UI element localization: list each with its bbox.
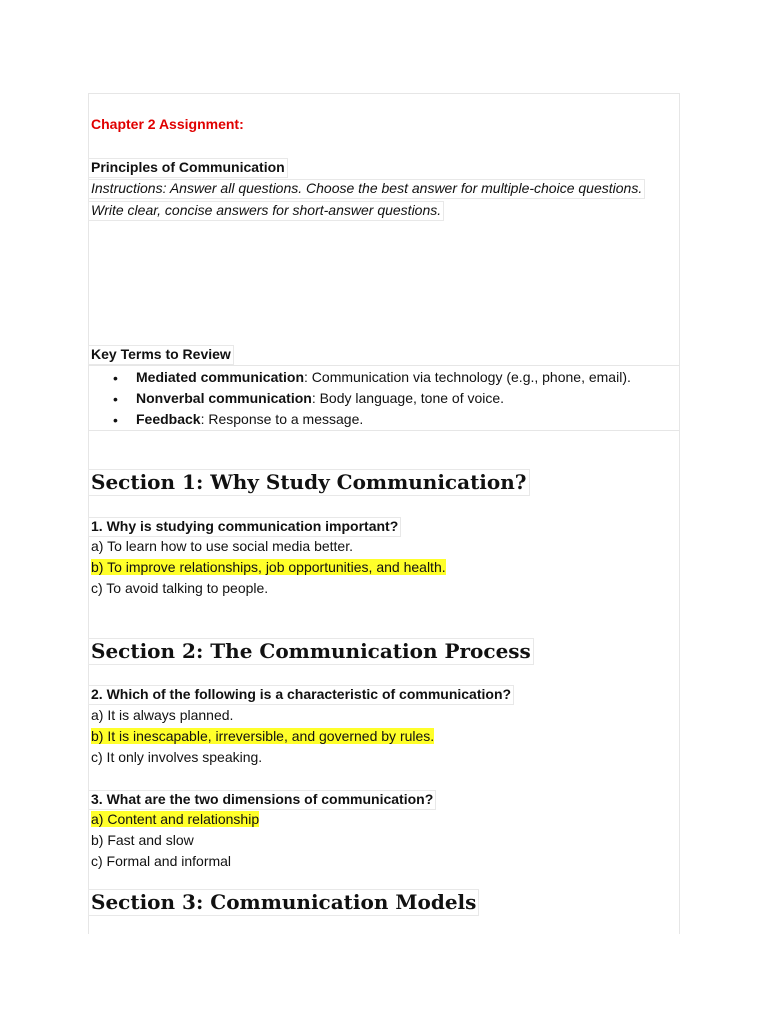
- key-term: Nonverbal communication: [136, 390, 312, 406]
- question-text: 2. Which of the following is a characteristic of communication?: [88, 685, 514, 705]
- question-text: 3. What are the two dimensions of communication?: [88, 790, 436, 810]
- key-term-definition: : Communication via technology (e.g., phone, email).: [304, 369, 631, 385]
- section-title: [91, 469, 530, 496]
- bullet-icon: •: [113, 412, 118, 428]
- instructions-line-1: [91, 179, 645, 199]
- answer-option-highlighted: [91, 559, 446, 575]
- key-term: Mediated communication: [136, 369, 305, 385]
- divider: [88, 430, 680, 431]
- key-term-item: [136, 369, 631, 385]
- key-terms-heading: [91, 345, 234, 365]
- bullet-icon: •: [113, 370, 118, 386]
- answer-option-highlighted: [91, 811, 259, 827]
- section-title: [91, 638, 534, 665]
- chapter-title: Chapter 2 Assignment:: [91, 116, 244, 132]
- answer-option: c) Formal and informal: [91, 853, 232, 869]
- section-title: [91, 889, 479, 916]
- answer-option: a) To learn how to use social media better.: [91, 538, 354, 554]
- instructions-text-1: Instructions: Answer all questions. Choose the best answer for multiple-choice questions.: [88, 179, 645, 199]
- key-terms-heading-text: Key Terms to Review: [88, 345, 234, 365]
- answer-option: a) It is always planned.: [91, 707, 234, 723]
- instructions-text-2: Write clear, concise answers for short-answer questions.: [88, 201, 444, 221]
- key-term-definition: : Body language, tone of voice.: [311, 390, 505, 406]
- instructions-line-2: [91, 201, 444, 221]
- principles-title-text: Principles of Communication: [88, 158, 288, 178]
- divider: [88, 365, 680, 366]
- answer-option: c) To avoid talking to people.: [91, 580, 269, 596]
- answer-option: c) It only involves speaking.: [91, 749, 263, 765]
- highlighted-answer: b) It is inescapable, irreversible, and governed by rules.: [91, 728, 435, 744]
- section-title-text: Section 3: Communication Models: [88, 889, 479, 916]
- question-text: 1. Why is studying communication important?: [88, 517, 401, 537]
- key-term: Feedback: [136, 411, 201, 427]
- question: [91, 790, 436, 810]
- answer-option-highlighted: [91, 728, 434, 744]
- section-title-text: Section 1: Why Study Communication?: [88, 469, 530, 496]
- key-term-definition: : Response to a message.: [200, 411, 364, 427]
- question: [91, 685, 514, 705]
- section-title-text: Section 2: The Communication Process: [88, 638, 534, 665]
- principles-title: [91, 158, 288, 178]
- highlighted-answer: a) Content and relationship: [91, 811, 260, 827]
- key-term-item: [136, 390, 504, 406]
- answer-option: b) Fast and slow: [91, 832, 194, 848]
- bullet-icon: •: [113, 391, 118, 407]
- question: [91, 517, 401, 537]
- key-term-item: [136, 411, 363, 427]
- highlighted-answer: b) To improve relationships, job opportunities, and health.: [91, 559, 446, 575]
